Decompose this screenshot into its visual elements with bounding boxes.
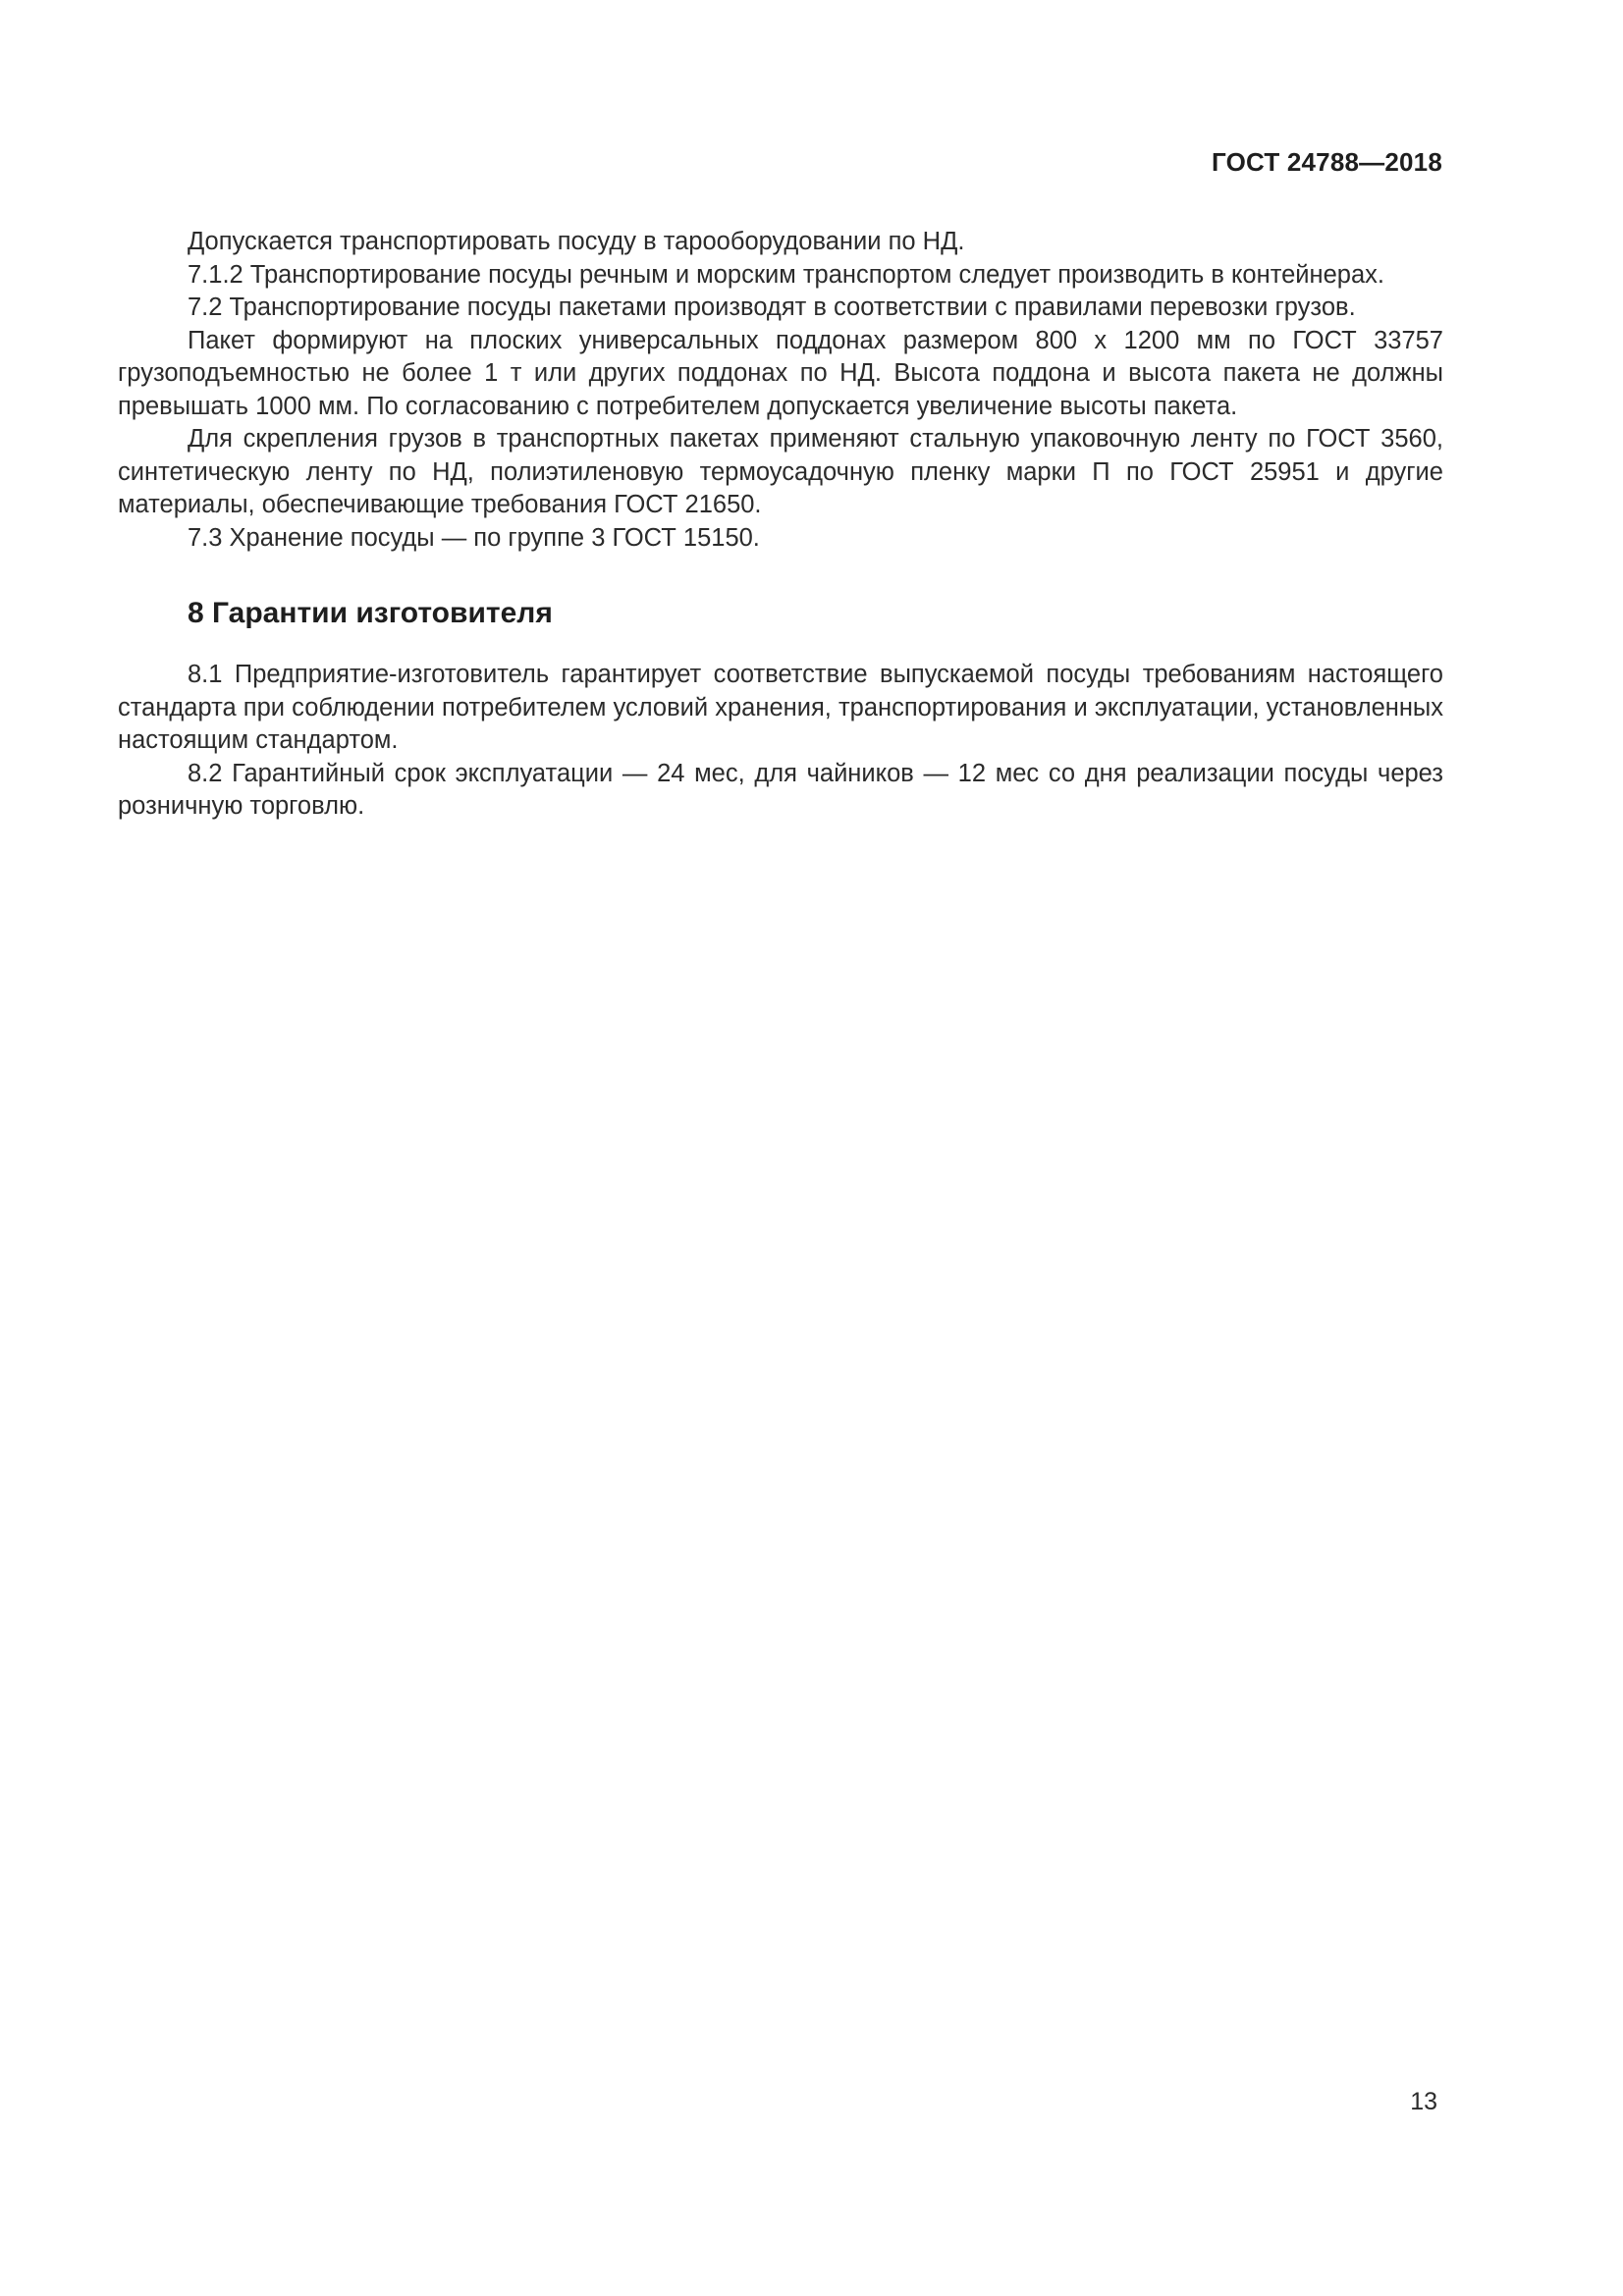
paragraph-8-1: 8.1 Предприятие-изготовитель гарантирует соответствие выпускаемой посуды требованиям настоящего стандарта при соблюдении потребителем условий хранения, транспортирования и эксплуатации, установленных настоящим стандартом.: [118, 661, 1443, 754]
document-header: ГОСТ 24788—2018: [1212, 147, 1442, 177]
paragraph-7-3: 7.3 Хранение посуды — по группе 3 ГОСТ 15150.: [188, 523, 760, 552]
paragraph-8-2: 8.2 Гарантийный срок эксплуатации — 24 мес, для чайников — 12 мес со дня реализации посуды через розничную торговлю.: [118, 759, 1443, 820]
paragraph-packet-forming: Пакет формируют на плоских универсальных поддонах размером 800 х 1200 мм по ГОСТ 33757 грузоподъемностью не более 1 т или других поддонах по НД. Высота поддона и высота пакета не должны превышать 1000 мм. По согласованию с потребителем допускается увеличение высоты пакета.: [118, 326, 1443, 420]
section-8-heading: 8 Гарантии изготовителя: [188, 597, 553, 629]
paragraph-7-1-2: 7.1.2 Транспортирование посуды речным и морским транспортом следует производить в контейнерах.: [188, 260, 1384, 289]
document-body: [118, 226, 1443, 824]
paragraph-container-transport: Допускается транспортировать посуду в тарооборудовании по НД.: [188, 228, 965, 255]
paragraph-7-2: 7.2 Транспортирование посуды пакетами производят в соответствии с правилами перевозки грузов.: [188, 294, 1356, 321]
paragraph-cargo-fastening: Для скрепления грузов в транспортных пакетах применяют стальную упаковочную ленту по ГОСТ 3560, синтетическую ленту по НД, полиэтиленовую термоусадочную пленку марки П по ГОСТ 25951 и другие материалы, обеспечивающие требования ГОСТ 21650.: [118, 425, 1443, 518]
page-number: 13: [1410, 2088, 1437, 2115]
